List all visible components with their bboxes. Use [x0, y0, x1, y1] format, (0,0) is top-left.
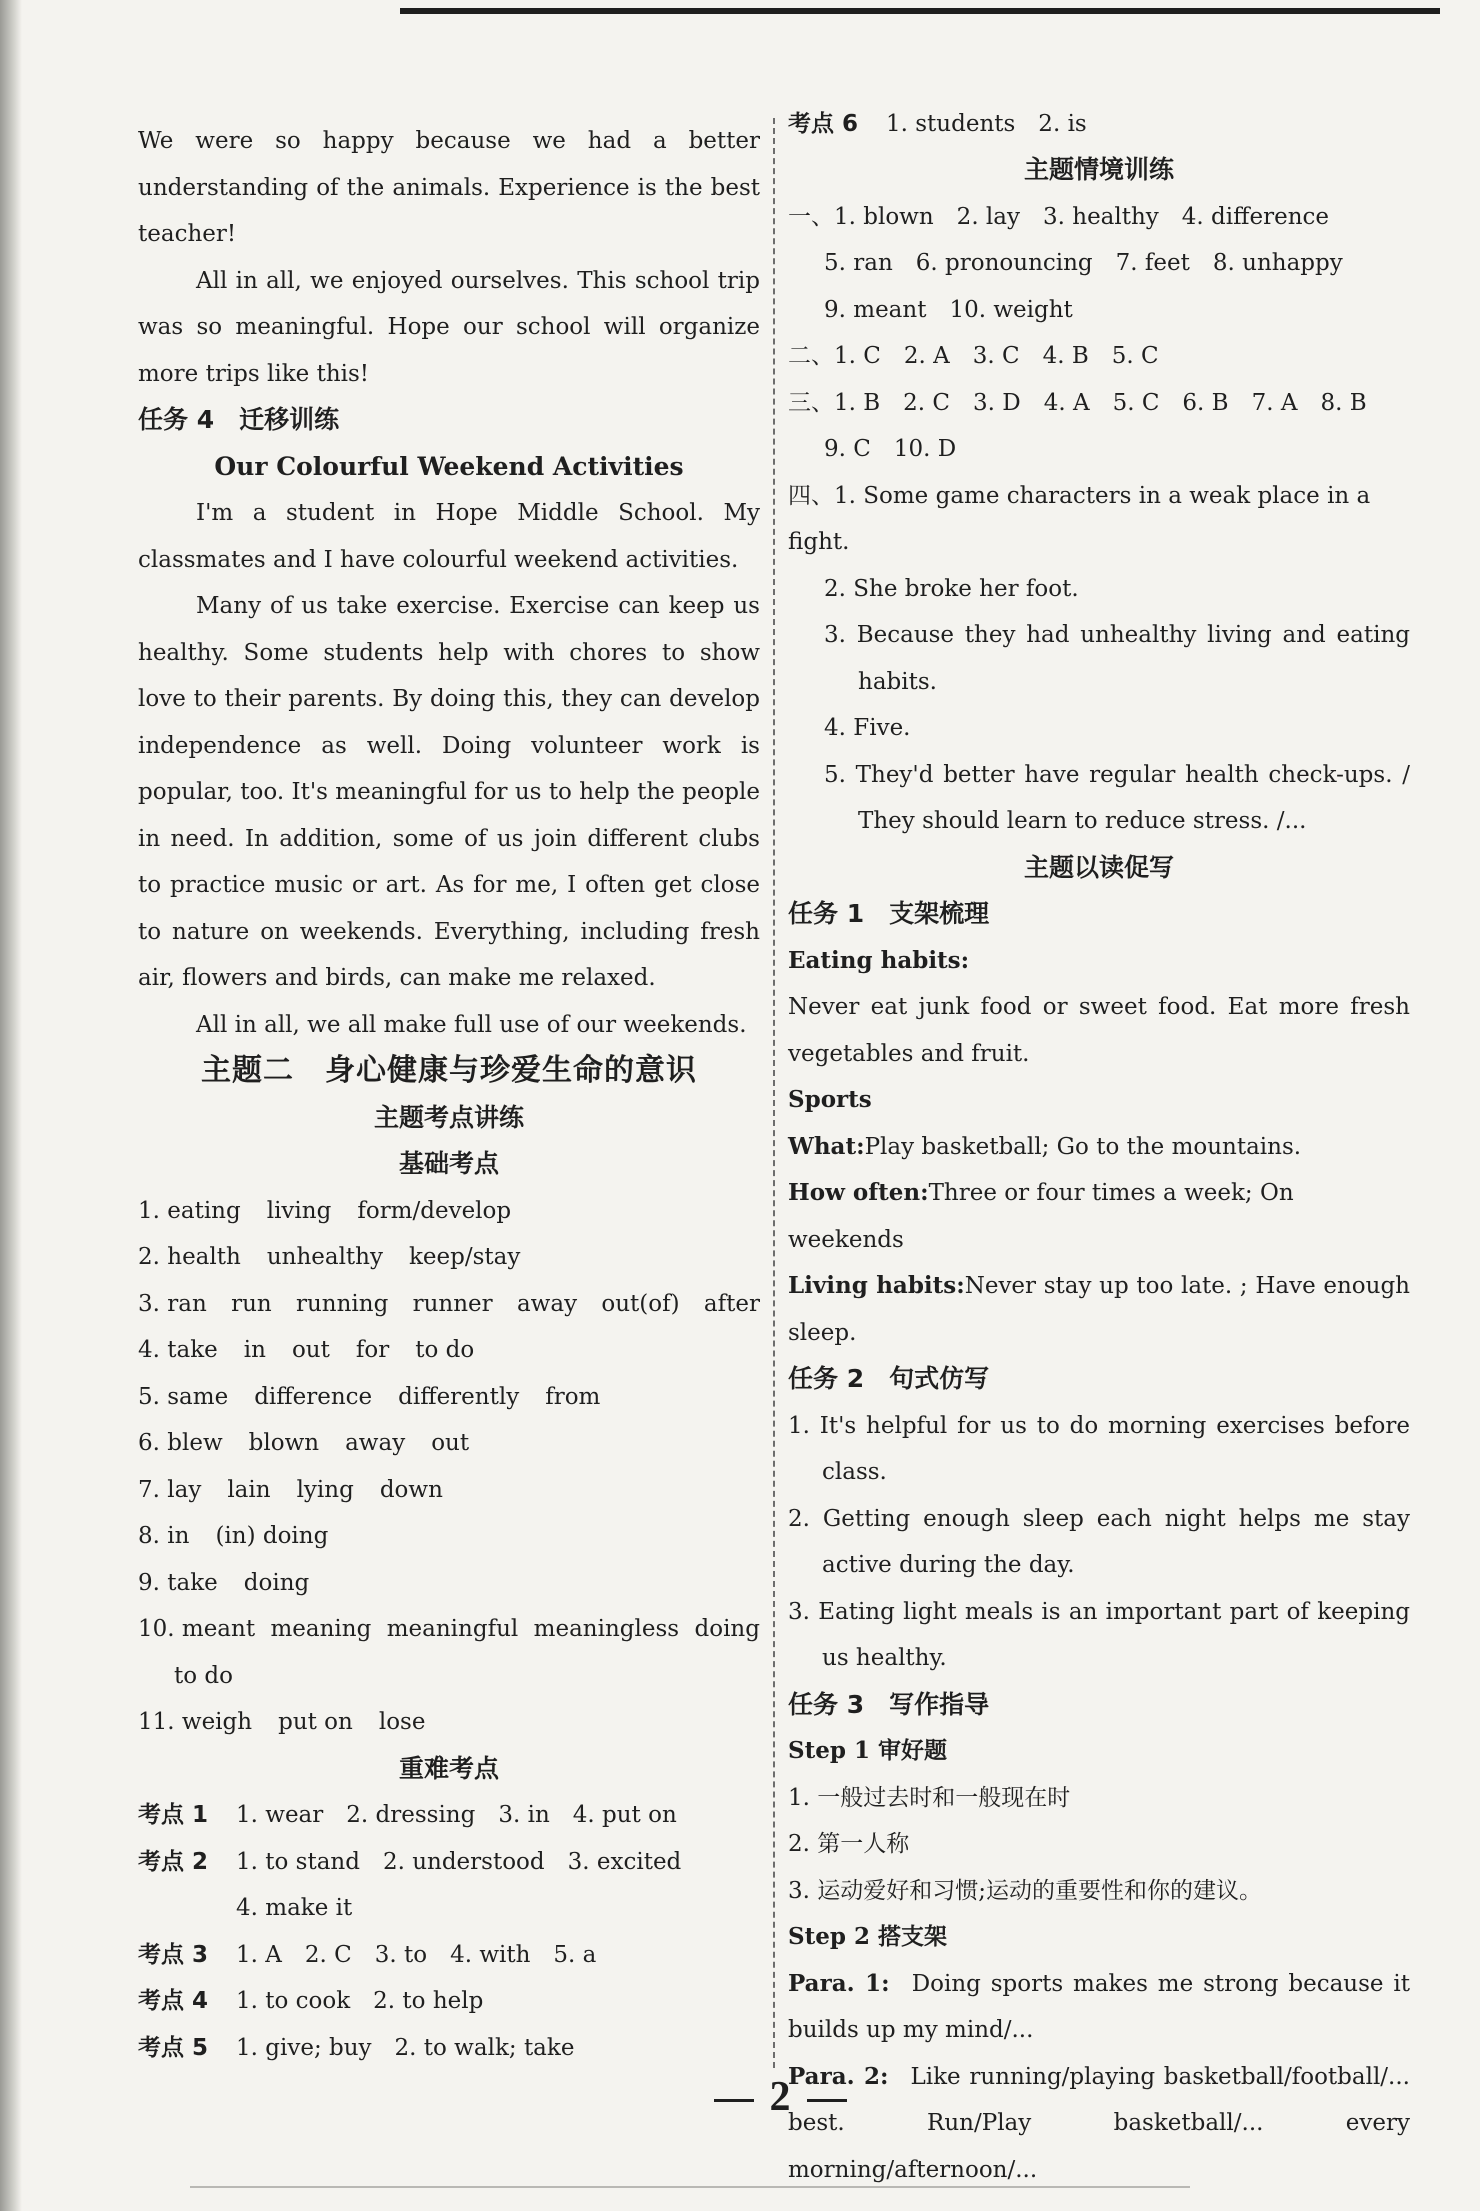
basics-list — [138, 1188, 760, 1746]
sub-heading-2: 基础考点 — [398, 1149, 499, 1178]
eating-habits-heading: Eating habits: — [788, 946, 970, 974]
eating-habits-text: Never eat junk food or sweet food. Eat more fresh vegetables and fruit. — [788, 994, 1410, 1067]
answer-line: 9. meant 10. weight — [824, 296, 1073, 323]
list-item: 5. same difference differently from — [138, 1383, 601, 1410]
list-item: 1. eating living form/develop — [138, 1197, 512, 1224]
list-item: 6. blew blown away out — [138, 1430, 470, 1456]
sentence-2: 2. Getting enough sleep each night helps me stay active during the day. — [788, 1505, 1410, 1578]
sentence-1: 1. It's helpful for us to do morning exercises before class. — [788, 1412, 1410, 1485]
step1-item: 3. 运动爱好和习惯;运动的重要性和你的建议。 — [788, 1877, 1263, 1904]
sub-heading-3: 重难考点 — [398, 1753, 499, 1783]
top-rule — [400, 8, 1440, 14]
step1-heading: Step 1 审好题 — [788, 1737, 947, 1764]
kaodian-3: 考点 3 1. A 2. C 3. to 4. with 5. a — [138, 1941, 597, 1968]
right-column — [788, 111, 1411, 2193]
answer-line: 9. C 10. D — [824, 436, 957, 462]
paragraph-3: I'm a student in Hope Middle School. My classmates and I have colourful weekend activities. — [138, 500, 760, 573]
answer-line: 四、1. Some game characters in a weak place in a fight. — [788, 482, 1371, 555]
answer-line: 二、1. C 2. A 3. C 4. B 5. C — [788, 343, 1159, 369]
answer-line: 3. Because they had unhealthy living and eating habits. — [824, 622, 1410, 695]
kaodian-4: 考点 4 1. to cook 2. to help — [138, 1988, 484, 2014]
answer-line: 4. Five. — [824, 715, 911, 741]
list-item: 2. health unhealthy keep/stay — [138, 1244, 521, 1270]
sports-heading: Sports — [788, 1086, 872, 1113]
para1-line: Para. 1: Doing sports makes me strong because it builds up my mind/... — [788, 1969, 1411, 2043]
what-line: What:Play basketball; Go to the mountains. — [788, 1132, 1302, 1160]
list-item: 9. take doing — [138, 1569, 310, 1596]
sub-heading-train: 主题情境训练 — [1023, 155, 1174, 184]
how-often-line: How often:Three or four times a week; On weekends — [788, 1179, 1294, 1253]
paragraph-1: We were so happy because we had a better understanding of the animals. Experience is the best teacher! — [138, 128, 760, 247]
kaodian-2-cont: 4. make it — [236, 1895, 353, 1921]
sub-heading-read: 主题以读促写 — [1023, 852, 1174, 882]
column-divider — [773, 118, 777, 2068]
kaodian-6: 考点 6 1. students 2. is — [788, 111, 1087, 137]
kaodian-2: 考点 2 1. to stand 2. understood 3. excited — [138, 1848, 682, 1875]
answer-line: 三、1. B 2. C 3. D 4. A 5. C 6. B 7. A 8. B — [788, 389, 1367, 416]
list-item: 10. meant meaning meaningful meaningless doing — [138, 1616, 760, 1642]
step1-item: 2. 第一人称 — [788, 1831, 910, 1857]
answer-line: 2. She broke her foot. — [824, 575, 1079, 602]
kaodian-5: 考点 5 1. give; buy 2. to walk; take — [138, 2034, 575, 2061]
living-habits-line: Living habits:Never stay up too late. ; Have enough sleep. — [788, 1272, 1410, 1346]
kaodian-1: 考点 1 1. wear 2. dressing 3. in 4. put on — [138, 1802, 677, 1828]
list-item: 4. take in out for to do — [138, 1337, 475, 1363]
left-column — [138, 118, 760, 2071]
sentence-3: 3. Eating light meals is an important part of keeping us healthy. — [788, 1598, 1410, 1671]
dash-left — [714, 2099, 754, 2102]
list-item-continuation: to do — [174, 1662, 233, 1689]
dash-right — [807, 2099, 847, 2102]
sub-heading-1: 主题考点讲练 — [373, 1102, 524, 1132]
step1-item: 1. 一般过去时和一般现在时 — [788, 1784, 1071, 1811]
answer-line: 5. ran 6. pronouncing 7. feet 8. unhappy — [824, 250, 1343, 276]
list-item: 8. in (in) doing — [138, 1523, 329, 1549]
answer-line: 一、1. blown 2. lay 3. healthy 4. difference — [788, 203, 1329, 230]
paragraph-2: All in all, we enjoyed ourselves. This school trip was so meaningful. Hope our school will organize more trips like this! — [138, 267, 760, 387]
essay-title: Our Colourful Weekend Activities — [214, 451, 684, 481]
task4-heading: 任务 4 迁移训练 — [138, 405, 340, 434]
page-number: 2 — [690, 2073, 870, 2121]
paragraph-4: Many of us take exercise. Exercise can keep us healthy. Some students help with chores to show love to their parents. By doing this, they can develop independence as well. Doing volunteer work is popular, too. It's meaningful for us to help the people in need. In addition, some of us join different clubs to practice music or art. As for me, I often get close to nature on weekends. Everything, including fresh air, flowers and birds, can make me relaxed. — [138, 593, 760, 991]
answer-line: 5. They'd better have regular health check-ups. / They should learn to reduce stress. /... — [824, 761, 1410, 834]
task1-heading: 任务 1 支架梳理 — [788, 899, 990, 928]
list-item: 3. ran run running runner away out(of) after — [138, 1290, 760, 1317]
page-edge-shadow — [0, 0, 22, 2211]
para2-line: Para. 2: Like running/playing basketball/football/... best. Run/Play basketball/... every morning/afternoon/... — [788, 2062, 1410, 2183]
task2-heading: 任务 2 句式仿写 — [788, 1364, 990, 1393]
theme2-heading: 主题二 身心健康与珍爱生命的意识 — [201, 1053, 697, 1088]
list-item: 7. lay lain lying down — [138, 1476, 443, 1503]
list-item: 11. weigh put on lose — [138, 1709, 426, 1735]
paragraph-5: All in all, we all make full use of our weekends. — [196, 1011, 747, 1038]
step2-heading: Step 2 搭支架 — [788, 1923, 947, 1950]
task3-heading: 任务 3 写作指导 — [788, 1689, 990, 1719]
